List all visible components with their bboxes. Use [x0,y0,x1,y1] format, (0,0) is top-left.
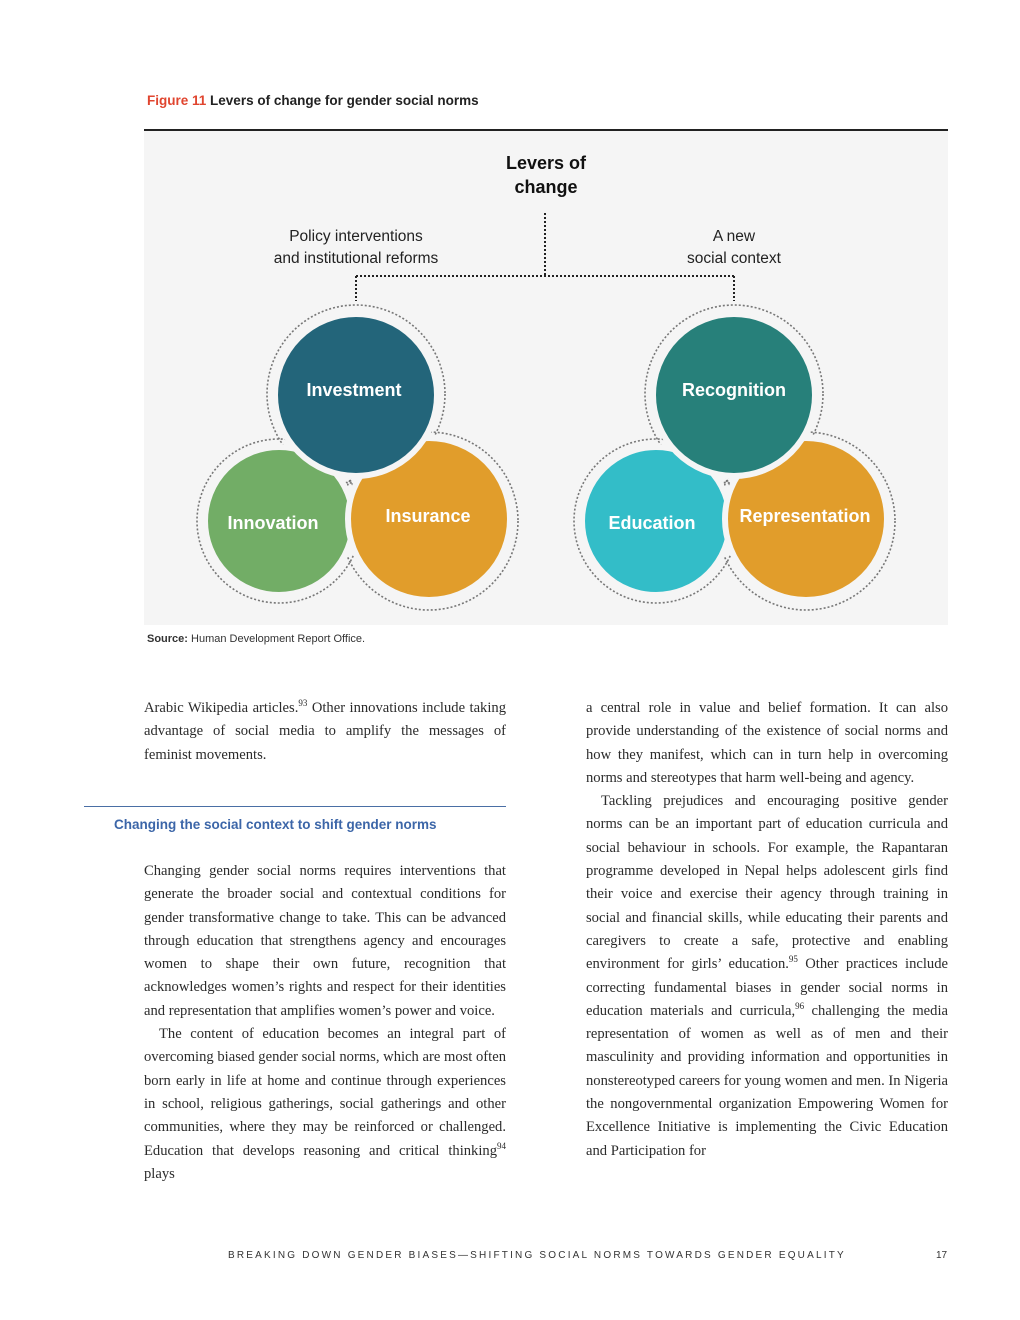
levers-diagram [144,131,948,625]
left-intro-text-b: Other innovations include taking advantage of social media to amplify the messages of feminist movements. [144,700,506,763]
right-column [586,697,948,1163]
left-paragraph-2-text-a: The content of education becomes an integral part of overcoming biased gender social norms, which are most often born early in life at home and continue through experiences in school, religious gatherings, social gatherings and other communities, where they may be reinforced or challenged. Education that develops reasoning and critical thinking [144,1026,506,1159]
section-divider [84,806,506,807]
endnote-94: 94 [497,1140,506,1151]
right-paragraph-2-text-b: Other practices include correcting fundamental biases in gender social norms in education materials and curricula, [586,956,948,1019]
endnote-93: 93 [298,698,308,709]
running-footer-title: BREAKING DOWN GENDER BIASES—SHIFTING SOCIAL NORMS TOWARDS GENDER EQUALITY [228,1250,846,1261]
endnote-96: 96 [795,1001,805,1011]
right-paragraph-2-text-c: challenging the media representation of women as well as of men and their masculinity and providing information and opportunities in nonstereotyped careers for young women and men. In Nigeria the nongovernmental organization Empowering Women for Excellence Initiative is implementing the Civic Education and Participation for [586,1002,948,1159]
left-paragraph-2-text-b: plays [144,1165,175,1182]
endnote-95: 95 [788,954,798,965]
figure-panel [144,131,948,625]
section-heading: Changing the social context to shift gender norms [114,817,437,832]
left-paragraph-2 [144,1023,506,1186]
figure-source [147,633,365,645]
left-column-body [144,860,506,1186]
source-text: Human Development Report Office. [191,633,366,645]
source-label: Source: [147,633,188,645]
innovation-label: Innovation [227,513,319,533]
left-intro-paragraph [144,697,506,767]
investment-label: Investment [306,380,402,400]
right-paragraph-1: a central role in value and belief formation. It can also provide understanding of the existence of social norms and how they manifest, which can in turn help in overcoming norms and stereotypes that harm well-being and agency. [586,700,948,786]
right-branch-line1: A new [712,228,756,245]
right-circle-cluster [574,305,895,610]
right-paragraph-2-text-a: Tackling prejudices and encouraging positive gender norms can be an important part of education curricula and social behaviour in schools. For example, the Rapantaran programme developed in Nepal helps adolescent girls find their voice and exercise their agency through training in social and financial skills, while educating their parents and caregivers to create a safe, protective and enabling environment for girls’ education. [586,793,948,973]
insurance-label: Insurance [385,506,471,526]
left-branch-line2: and institutional reforms [273,250,439,267]
figure-title: Levers of change for gender social norms [210,93,479,108]
left-branch-line1: Policy interventions [289,228,423,245]
page-number: 17 [936,1250,948,1261]
left-circle-cluster [197,305,518,610]
left-column-intro [144,697,506,767]
education-label: Education [608,513,696,533]
recognition-label: Recognition [682,380,786,400]
left-paragraph-1: Changing gender social norms requires interventions that generate the broader social and contextual conditions for gender transformative change to take. This can be advanced through education that strengthens agency and encourages women to shape their own future, recognition that acknowledges women’s rights and respect for their identities and representation that amplifies women’s power and voice. [144,863,506,1019]
right-branch-line2: social context [687,250,781,267]
diagram-root-line1: Levers of [505,153,587,173]
left-intro-text-a: Arabic Wikipedia articles. [144,700,299,716]
representation-label: Representation [739,506,871,526]
figure-caption [147,93,479,108]
right-paragraph-2 [586,790,948,1163]
diagram-root-line2: change [514,177,578,197]
figure-number: Figure 11 [147,93,207,108]
